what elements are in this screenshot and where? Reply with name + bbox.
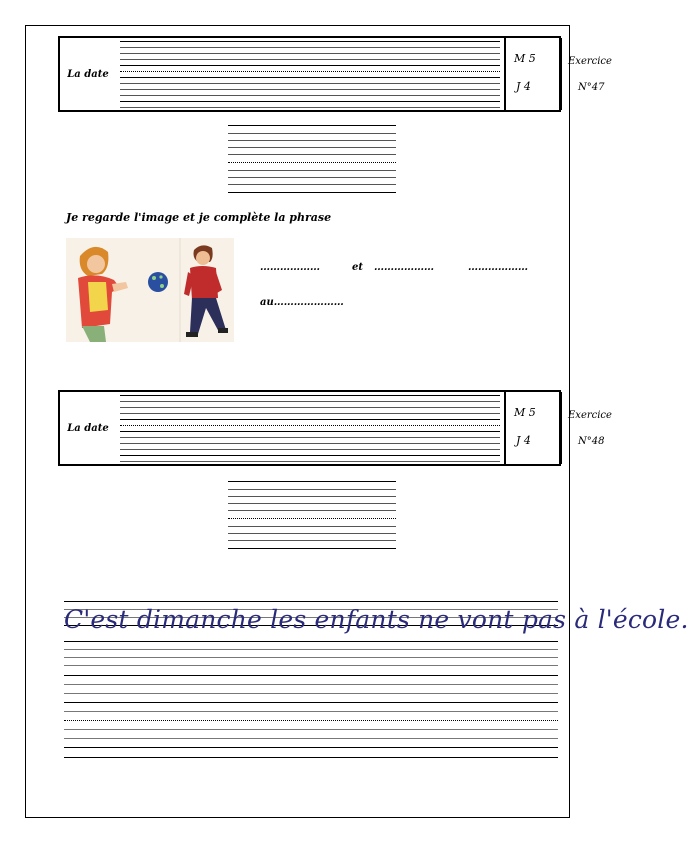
exercise-number: N°48 xyxy=(578,436,605,447)
blank-second[interactable]: ……………… xyxy=(374,262,434,273)
month-day-cell xyxy=(504,38,562,110)
and-word: et xyxy=(352,262,363,273)
date-label: La date xyxy=(67,422,109,434)
instruction-text: Je regarde l'image et je complète la phrase xyxy=(66,211,332,224)
exercise-label: Exercice xyxy=(568,410,612,421)
day-label: J 4 xyxy=(516,434,531,447)
day-label: J 4 xyxy=(516,80,531,93)
exercise-cell xyxy=(562,38,618,110)
au-blank[interactable]: au………………… xyxy=(260,297,344,308)
exercise-header-48 xyxy=(58,390,612,466)
month-day-cell xyxy=(504,392,562,464)
blank-first[interactable]: ……………… xyxy=(260,262,320,273)
model-sentence: C'est dimanche les enfants ne vont pas à l'école. xyxy=(64,605,689,634)
blank-third[interactable]: ……………… xyxy=(468,262,528,273)
children-playing-ball-icon xyxy=(66,238,234,342)
exercise-number: N°47 xyxy=(578,82,605,93)
date-label: La date xyxy=(67,68,109,80)
exercise-label: Exercice xyxy=(568,56,612,67)
date-writing-lines xyxy=(116,392,504,464)
month-label: M 5 xyxy=(514,406,536,419)
exercise-header-47 xyxy=(58,36,612,112)
children-ball-illustration xyxy=(66,238,234,342)
month-label: M 5 xyxy=(514,52,536,65)
date-writing-lines xyxy=(116,38,504,110)
exercise-cell xyxy=(562,392,618,464)
